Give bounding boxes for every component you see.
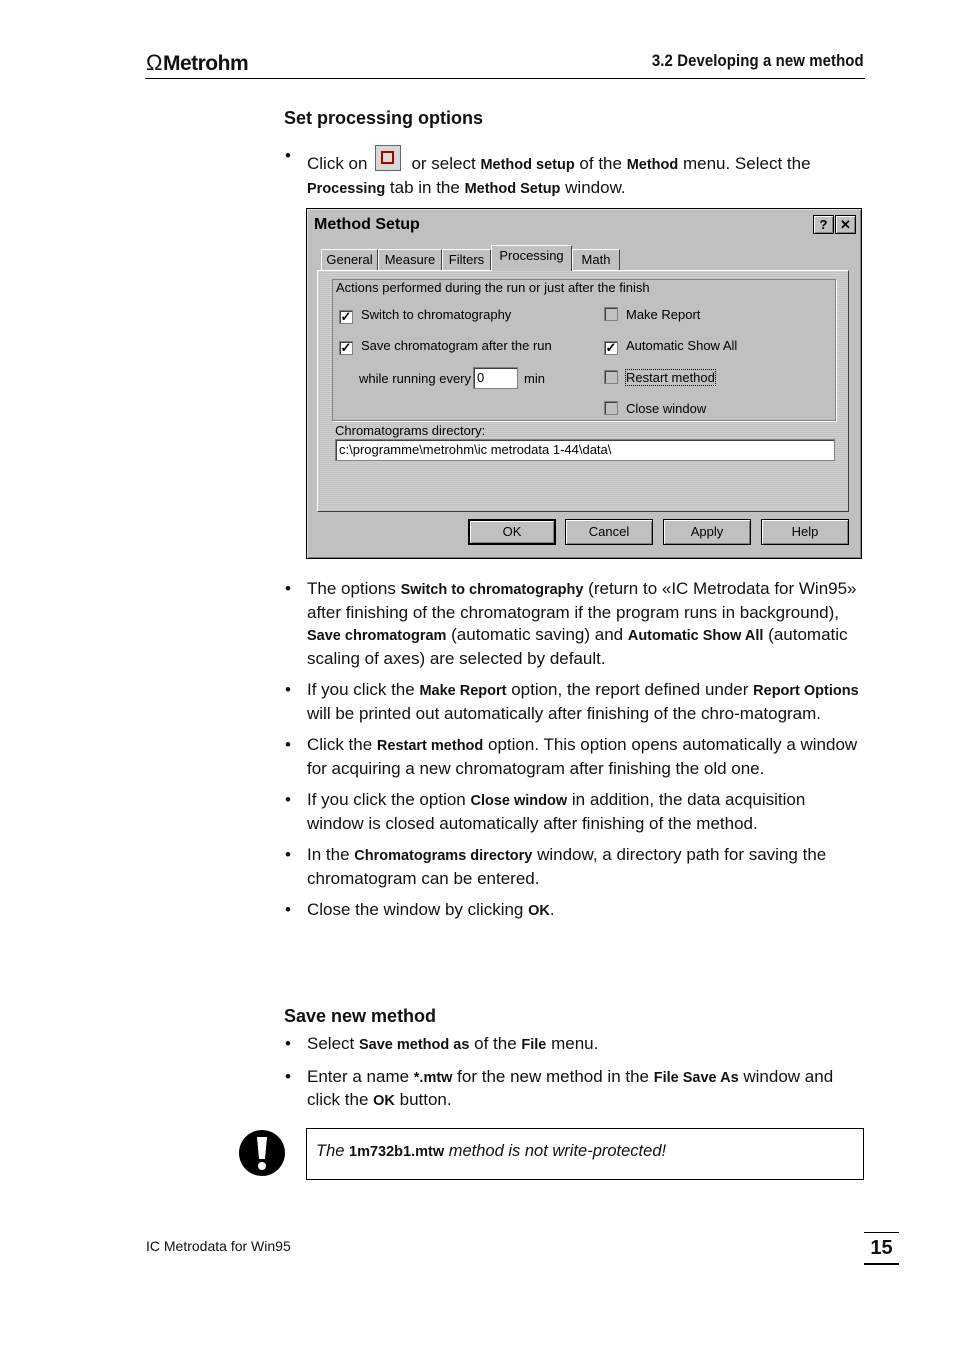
list-item: • If you click the Make Report option, the report defined under Report Options will be printed out automatically after finishing of the chro-matogram.: [285, 679, 865, 725]
method-toolbar-icon[interactable]: [375, 145, 401, 171]
checkbox-unchecked-icon: [604, 370, 618, 384]
checkbox-unchecked-icon: [604, 307, 618, 321]
tab-math[interactable]: Math: [572, 249, 620, 270]
switch-chromatography-checkbox[interactable]: ✓ Switch to chromatography: [340, 307, 512, 324]
bullet-list-1: [285, 145, 865, 209]
brand-name: Metrohm: [162, 52, 249, 75]
note-box: [306, 1128, 864, 1180]
processing-panel: [317, 270, 849, 512]
apply-button[interactable]: Apply: [663, 519, 751, 545]
help-button[interactable]: Help: [761, 519, 849, 545]
checkbox-checked-icon: ✓: [340, 309, 352, 324]
note-text: The 1m732b1.mtw method is not write-protected!: [316, 1142, 667, 1160]
directory-label: Chromatograms directory:: [335, 423, 486, 438]
group-title: Actions performed during the run or just after the finish: [336, 280, 650, 295]
actions-group: [332, 279, 836, 421]
checkbox-checked-icon: ✓: [605, 340, 617, 355]
list-item: • Select Save method as of the File menu.: [285, 1033, 865, 1057]
bullet-list-2: [285, 578, 865, 932]
brand-logo: [146, 50, 248, 76]
running-header: 3.2 Developing a new method: [652, 51, 864, 70]
exclamation-icon: [238, 1128, 286, 1178]
list-item: • In the Chromatograms directory window, a directory path for saving the chromatogram can be entered.: [285, 844, 865, 890]
tab-measure[interactable]: Measure: [378, 249, 442, 270]
save-chromatogram-checkbox[interactable]: ✓ Save chromatogram after the run: [340, 338, 552, 355]
dialog-titlebar: [310, 212, 856, 237]
omega-icon: Ω: [146, 50, 162, 75]
checkbox-checked-icon: ✓: [340, 340, 352, 355]
dialog-title: Method Setup: [314, 216, 420, 233]
method-setup-dialog: [306, 208, 862, 559]
list-item: • Enter a name *.mtw for the new method in the File Save As window and click the OK button.: [285, 1066, 865, 1113]
tab-processing[interactable]: Processing: [491, 245, 572, 271]
ok-button[interactable]: OK: [468, 519, 556, 545]
page-number: 15: [864, 1232, 899, 1265]
restart-method-checkbox[interactable]: Restart method: [604, 370, 715, 385]
close-window-checkbox[interactable]: Close window: [604, 401, 706, 416]
cancel-button[interactable]: Cancel: [565, 519, 653, 545]
close-icon[interactable]: ✕: [835, 215, 856, 234]
header-rule: [145, 78, 865, 79]
tab-general[interactable]: General: [321, 249, 378, 270]
footer-title: IC Metrodata for Win95: [146, 1238, 291, 1254]
help-icon[interactable]: ?: [813, 215, 834, 234]
list-item: • Click the Restart method option. This option opens automatically a window for acquiring a new chromatogram after finishing the old one.: [285, 734, 865, 780]
section-title-processing: Set processing options: [284, 108, 484, 128]
section-title-save: Save new method: [284, 1006, 437, 1026]
running-every-label: while running every: [359, 371, 472, 386]
make-report-checkbox[interactable]: Make Report: [604, 307, 700, 322]
list-item: • If you click the option Close window in addition, the data acquisition window is closed automatically after finishing of the method.: [285, 789, 865, 835]
checkbox-unchecked-icon: [604, 401, 618, 415]
running-every-input[interactable]: 0: [473, 367, 518, 389]
running-unit: min: [524, 371, 545, 386]
bullet-list-3: [285, 1033, 865, 1122]
automatic-show-all-checkbox[interactable]: ✓ Automatic Show All: [605, 338, 738, 355]
list-item: • The options Switch to chromatography (return to «IC Metrodata for Win95» after finishing of the chromatogram if the program runs in background), Save chromatogram (automatic saving) and Automatic Show All (automatic scaling of axes) are selected by default.: [285, 578, 865, 670]
list-item: • Click on or select Method setup of the Method menu. Select the Processing tab in the Method Setup window.: [285, 145, 865, 200]
tab-filters[interactable]: Filters: [442, 249, 491, 270]
directory-input[interactable]: c:\programme\metrohm\ic metrodata 1-44\data\: [335, 439, 835, 461]
list-item: • Close the window by clicking OK.: [285, 899, 865, 923]
